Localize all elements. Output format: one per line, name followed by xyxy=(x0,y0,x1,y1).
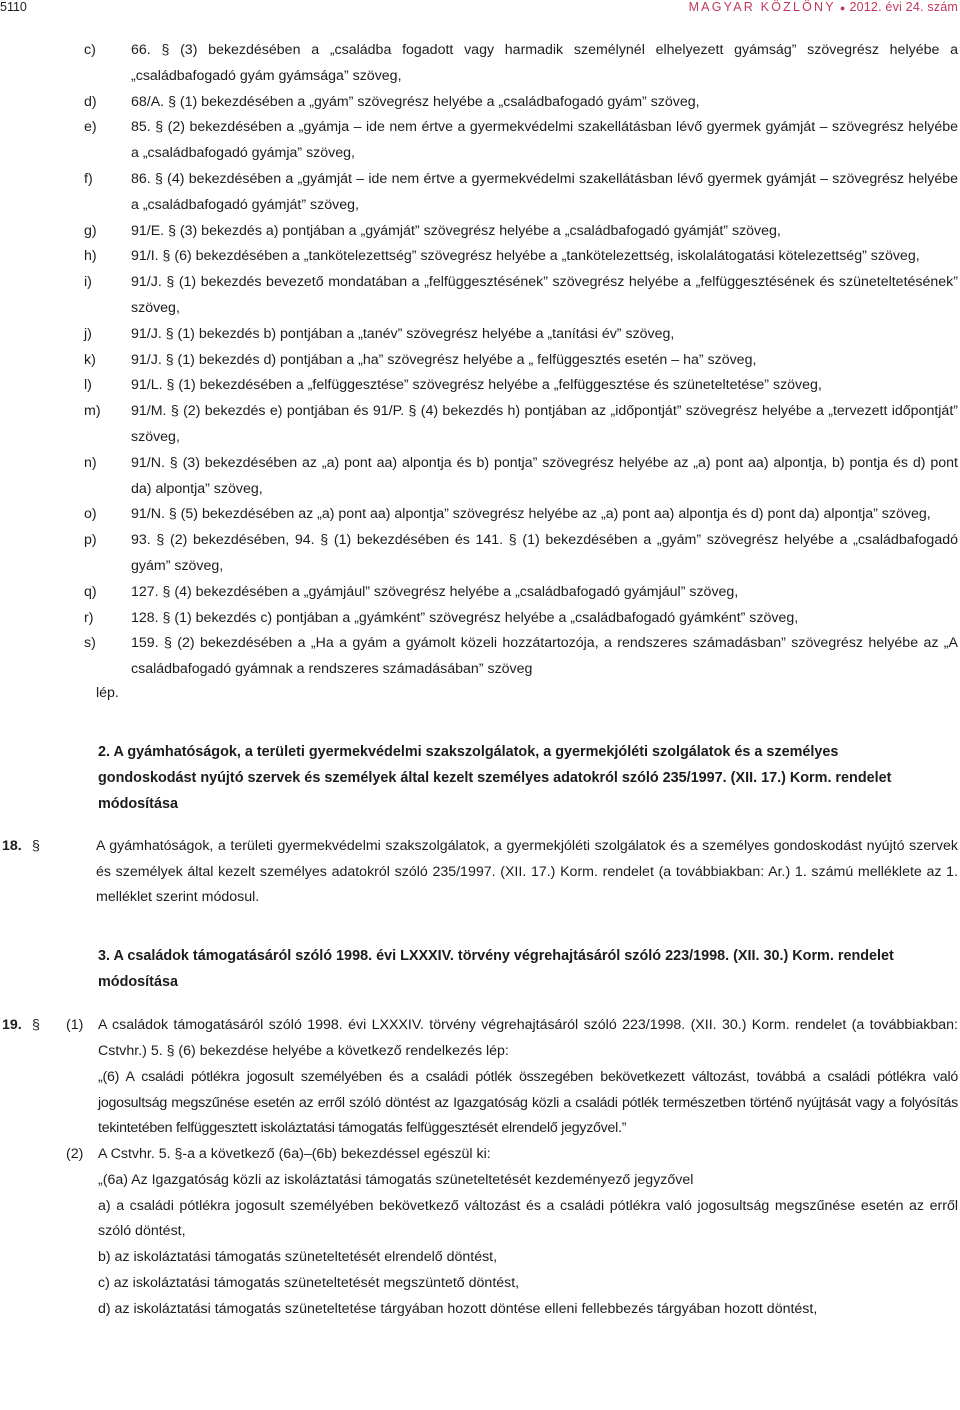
paragraph-number: 19. xyxy=(2,1017,22,1034)
document-body xyxy=(0,38,960,1323)
amendment-item xyxy=(0,167,960,219)
quoted-line: a) a családi pótlékra jogosult személyében bekövetkező változást és a családi pótlékra való jogosultság megszűnése esetén az erről szóló döntést, xyxy=(98,1197,958,1240)
item-text: 159. § (2) bekezdésében a „Ha a gyám a gyámolt közeli hozzátartozója, a rendszeres számadásban” szövegrész helyébe az „A családbafogadó gyámnak a rendszeres számadásában” szöveg xyxy=(131,635,958,678)
item-label: i) xyxy=(84,274,92,291)
item-text: 91/N. § (5) bekezdésében az „a) pont aa) alpontja” szövegrész helyébe az „a) pont aa) alpontja és d) pont da) alpontja” szöveg, xyxy=(131,506,931,523)
item-label: m) xyxy=(84,403,101,420)
item-label: e) xyxy=(84,119,97,136)
running-title xyxy=(689,0,958,15)
section-sign: § xyxy=(32,837,40,854)
amendment-item xyxy=(0,451,960,503)
item-text: 91/J. § (1) bekezdés bevezető mondatában a „felfüggesztésének” szövegrész helyébe a „felfüggesztésének és szüneteltetésének” szöveg, xyxy=(131,274,958,316)
item-text: 68/A. § (1) bekezdésében a „gyám” szövegrész helyébe a „családbafogadó gyám” szöveg, xyxy=(131,93,700,110)
item-label: o) xyxy=(84,506,97,523)
quoted-provision: „(6) A családi pótlékra jogosult személyében és a családi pótlék összegében bekövetkezett változást, továbbá a családi pótlékra való jogosultság megszűnése esetén az erről szóló döntést az Igazgatóság közli a családi pótlék természetben történő nyújtását vagy a folyósítás tekintetében felfüggesztett iskoláztatási támogatás felfüggesztését elrendelő jegyzővel.” xyxy=(98,1068,958,1137)
item-text: 91/M. § (2) bekezdés e) pontjában és 91/P. § (4) bekezdés h) pontjában az „időpontját” szövegrész helyébe a „tervezett időpontját” szöveg, xyxy=(131,403,958,445)
amendment-item xyxy=(0,502,960,528)
paragraph-19 xyxy=(0,1013,960,1323)
item-text: 128. § (1) bekezdés c) pontjában a „gyámként” szövegrész helyébe a „családbafogadó gyámként” szöveg, xyxy=(131,609,799,626)
item-text: 85. § (2) bekezdésében a „gyámja – ide nem értve a gyermekvédelmi szakellátásban lévő gyermek gyámját – szövegrész helyébe a „családbafogadó gyámja” szöveg, xyxy=(131,119,958,162)
item-text: 93. § (2) bekezdésében, 94. § (1) bekezdésében és 141. § (1) bekezdésében a „gyám” szövegrész helyébe a „családbafogadó gyám” szöveg, xyxy=(131,532,958,574)
amendment-item xyxy=(0,322,960,348)
quoted-line: c) az iskoláztatási támogatás szüneteltetését megszüntető döntést, xyxy=(98,1275,520,1292)
item-text: 66. § (3) bekezdésében a „családba fogadott vagy harmadik személynél elhelyezett gyámság” szövegrész helyébe a „családbafogadó gyám gyámsága” szöveg, xyxy=(131,42,958,84)
quoted-line: d) az iskoláztatási támogatás szüneteltetése tárgyában hozott döntése elleni fellebbezés tárgyában hozott döntést, xyxy=(98,1300,818,1317)
page-number: 5110 xyxy=(0,0,27,14)
item-text: 127. § (4) bekezdésében a „gyámjául” szövegrész helyébe a „családbafogadó gyámjául” szöveg, xyxy=(131,583,739,600)
item-label: f) xyxy=(84,170,93,187)
amendment-item xyxy=(0,631,960,683)
amendment-item xyxy=(0,528,960,580)
subsection-2 xyxy=(0,1142,960,1168)
item-text: 91/I. § (6) bekezdésében a „tankötelezettség” szövegrész helyébe a „tankötelezettség, iskolalátogatási kötelezettség” szöveg, xyxy=(131,248,920,265)
item-label: j) xyxy=(84,325,92,342)
item-label: k) xyxy=(84,351,96,368)
amendment-item xyxy=(0,606,960,632)
item-label: g) xyxy=(84,222,97,239)
item-text: 91/J. § (1) bekezdés d) pontjában a „ha” szövegrész helyébe a „ felfüggesztés esetén – ha” szöveg, xyxy=(131,351,757,368)
subsection-text: A családok támogatásáról szóló 1998. évi LXXXIV. törvény végrehajtásáról szóló 223/1998. (XII. 30.) Korm. rendelet (a továbbiakban: Cstvhr.) 5. § (6) bekezdése helyébe a következő rendelkezés lép: xyxy=(98,1017,958,1059)
item-text: 86. § (4) bekezdésében a „gyámját – ide nem értve a gyermekvédelmi szakellátásban lévő gyermek gyámját – szövegrész helyébe a „családbafogadó gyámját” szöveg, xyxy=(131,170,958,213)
section-3-heading: 3. A családok támogatásáról szóló 1998. évi LXXXIV. törvény végrehajtásáról szóló 223/1998. (XII. 30.) Korm. rendelet módosítása xyxy=(98,948,894,991)
paragraph-18 xyxy=(0,834,960,911)
item-label: c) xyxy=(84,42,96,58)
issue-label: 2012. évi 24. szám xyxy=(849,0,958,14)
quoted-line: b) az iskoláztatási támogatás szüneteltetését elrendelő döntést, xyxy=(98,1249,498,1266)
section-sign: § xyxy=(32,1017,40,1034)
item-text: 91/E. § (3) bekezdés a) pontjában a „gyámját” szövegrész helyébe a „családbafogadó gyámját” szöveg, xyxy=(131,222,781,239)
amendment-list xyxy=(0,38,960,683)
item-label: d) xyxy=(84,93,97,110)
item-text: 91/L. § (1) bekezdésében a „felfüggesztése” szövegrész helyébe a „felfüggesztése és szüneteltetése” szöveg, xyxy=(131,377,822,394)
item-text: 91/N. § (3) bekezdésében az „a) pont aa) alpontja és b) pontja” szövegrész helyébe az „a) pont aa) alpontja, b) pontja és d) pont da) alpontja” szöveg, xyxy=(131,454,958,497)
section-2-heading: 2. A gyámhatóságok, a területi gyermekvédelmi szakszolgálatok, a gyermekjóléti szolgálatok és a személyes gondoskodást nyújtó szervek és személyek által kezelt személyes adatokról szóló 235/1997. (XII. 17.) Korm. rendelet módosítása xyxy=(98,743,892,812)
quoted-line: „(6a) Az Igazgatóság közli az iskoláztatási támogatás szüneteltetését kezdeményező jegyzővel xyxy=(98,1171,694,1188)
paragraph-number: 18. xyxy=(2,837,22,854)
subsection-text: A Cstvhr. 5. §-a a következő (6a)–(6b) bekezdéssel egészül ki: xyxy=(98,1146,491,1163)
amendment-item xyxy=(0,373,960,399)
paragraph-text: A gyámhatóságok, a területi gyermekvédelmi szakszolgálatok, a gyermekjóléti szolgálatok és a személyes gondoskodást nyújtó szervek és személyek által kezelt személyes adatokról szóló 235/1997. (XII. 17.) Korm. rendelet (a továbbiakban: Ar.) 1. számú melléklete az 1. melléklet szerint módosul. xyxy=(96,837,958,906)
amendment-item xyxy=(0,348,960,374)
closing-word: lép. xyxy=(96,684,119,701)
subsection-number: (2) xyxy=(66,1146,84,1163)
subsection-1 xyxy=(0,1013,960,1065)
amendment-item xyxy=(0,90,960,116)
amendment-item xyxy=(0,270,960,322)
page-header xyxy=(0,0,960,14)
journal-title: MAGYAR KÖZLÖNY xyxy=(688,0,836,14)
amendment-item xyxy=(0,580,960,606)
item-label: l) xyxy=(84,377,92,394)
item-label: r) xyxy=(84,609,94,626)
item-label: q) xyxy=(84,583,97,600)
amendment-item xyxy=(0,115,960,167)
item-label: h) xyxy=(84,248,97,265)
item-text: 91/J. § (1) bekezdés b) pontjában a „tanév” szövegrész helyébe a „tanítási év” szöveg, xyxy=(131,325,675,342)
item-label: s) xyxy=(84,635,96,652)
bullet-separator: ● xyxy=(839,3,846,13)
quoted-lines xyxy=(0,1168,960,1323)
subsection-number: (1) xyxy=(66,1017,84,1034)
amendment-item xyxy=(0,244,960,270)
amendment-item xyxy=(0,219,960,245)
amendment-item xyxy=(0,38,960,90)
amendment-item xyxy=(0,399,960,451)
item-label: n) xyxy=(84,454,97,471)
item-label: p) xyxy=(84,532,97,549)
